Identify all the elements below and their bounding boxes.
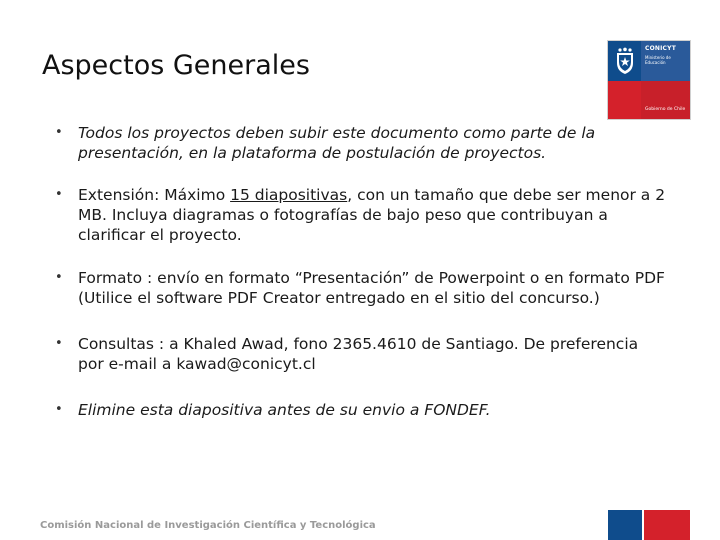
bullet-text — [78, 268, 668, 308]
bullet-label: Formato — [78, 269, 143, 287]
logo-ministry: Ministerio de Educación — [645, 55, 671, 65]
logo-name: CONICYT — [645, 45, 676, 52]
bullet-label: Extensión — [78, 186, 155, 204]
bullet-dot: • — [55, 402, 63, 417]
bullet-text — [78, 334, 668, 374]
bullet-text-part: , con un tamaño que debe ser menor a 2 MB. Incluya diagramas o fotografías de bajo peso que contribuyan a clarificar el proyecto. — [78, 186, 666, 244]
logo-government: Gobierno de Chile — [645, 107, 686, 112]
bullet-dot: • — [55, 270, 63, 285]
bullet-dot: • — [55, 336, 63, 351]
bullet-label: Consultas — [78, 335, 154, 353]
flag-stripe — [608, 510, 690, 540]
bullet-text-part: : Máximo — [154, 186, 231, 204]
bullet-text: Elimine esta diapositiva antes de su envio a FONDEF. — [78, 401, 491, 419]
bullet-dot: • — [55, 125, 63, 140]
bullet-text-part: : a Khaled Awad, fono 2365.4610 de Santiago. De preferencia por e-mail a kawad@conicyt.cl — [78, 335, 639, 373]
footer-institution: Comisión Nacional de Investigación Científica y Tecnológica — [40, 520, 376, 531]
bullet-dot: • — [55, 187, 63, 202]
bullet-text — [78, 185, 668, 245]
bullet-text: Todos los proyectos deben subir este documento como parte de la presentación, en la plataforma de postulación de proyectos. — [78, 124, 596, 162]
bullet-text-part: : envío en formato “Presentación” de Powerpoint o en formato PDF (Utilice el software PDF Creator entregado en el sitio del concurso.) — [78, 269, 665, 307]
slide-title: Aspectos Generales — [42, 50, 310, 81]
bullet-emphasis: 15 diapositivas — [230, 186, 348, 204]
